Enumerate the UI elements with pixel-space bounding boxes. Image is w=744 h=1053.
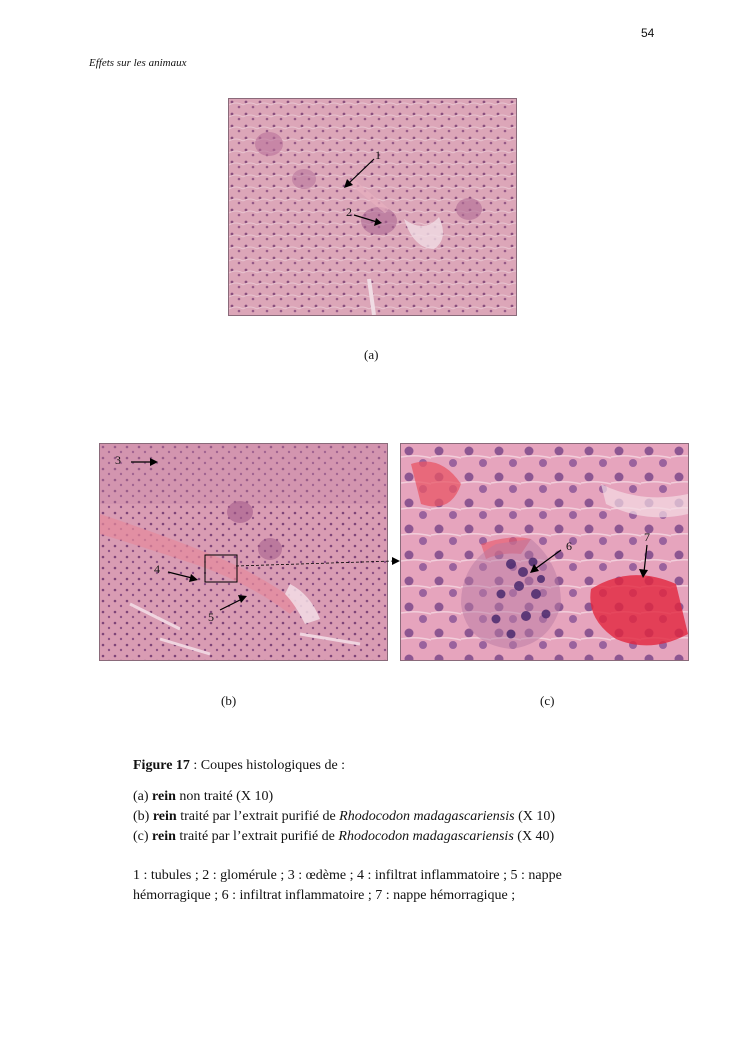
organ-term: rein — [152, 789, 176, 804]
label-3: 3 — [115, 453, 121, 467]
line-prefix: (a) — [133, 789, 153, 804]
micrograph-a — [228, 98, 517, 316]
figure-title: : Coupes histologiques de : — [189, 758, 346, 773]
page-number: 54 — [641, 26, 655, 40]
label-2: 2 — [346, 205, 352, 219]
figure-caption-lines — [133, 787, 555, 847]
label-4: 4 — [154, 562, 160, 576]
micrograph-b-image — [100, 444, 387, 660]
caption-line-a — [133, 787, 555, 807]
figure-label: Figure 17 — [133, 758, 190, 773]
zoom-connector — [236, 556, 401, 568]
line-text: traité par l’extrait purifié de — [175, 829, 339, 844]
legend-line-1: 1 : tubules ; 2 : glomérule ; 3 : œdème ; 4 : infiltrat inflammatoire ; 5 : nappe — [133, 868, 562, 883]
caption-line-b — [133, 807, 555, 827]
label-1: 1 — [375, 148, 381, 162]
legend-line-2: hémorragique ; 6 : infiltrat inflammatoire ; 7 : nappe hémorragique ; — [133, 888, 516, 903]
line-prefix: (b) — [133, 809, 153, 824]
label-7: 7 — [644, 530, 650, 544]
caption-c: (c) — [540, 693, 555, 708]
micrograph-c — [400, 443, 689, 661]
micrograph-a-image — [229, 99, 516, 315]
figure-caption-title — [133, 756, 345, 776]
species-name: Rhodocodon madagascariensis — [338, 829, 514, 844]
line-suffix: (X 40) — [513, 829, 555, 844]
caption-line-c — [133, 827, 555, 847]
line-text: traité par l’extrait purifié de — [176, 809, 340, 824]
running-header: Effets sur les animaux — [89, 57, 187, 69]
species-name: Rhodocodon madagascariensis — [339, 809, 515, 824]
line-text: non traité (X 10) — [175, 789, 274, 804]
figure-legend — [133, 866, 562, 906]
caption-a: (a) — [364, 347, 379, 362]
micrograph-b — [99, 443, 388, 661]
line-suffix: (X 10) — [514, 809, 555, 824]
micrograph-c-image — [401, 444, 688, 660]
caption-b: (b) — [221, 693, 237, 708]
organ-term: rein — [152, 809, 177, 824]
line-prefix: (c) — [133, 829, 153, 844]
label-6: 6 — [566, 539, 572, 553]
organ-term: rein — [152, 829, 176, 844]
label-5: 5 — [208, 610, 214, 624]
